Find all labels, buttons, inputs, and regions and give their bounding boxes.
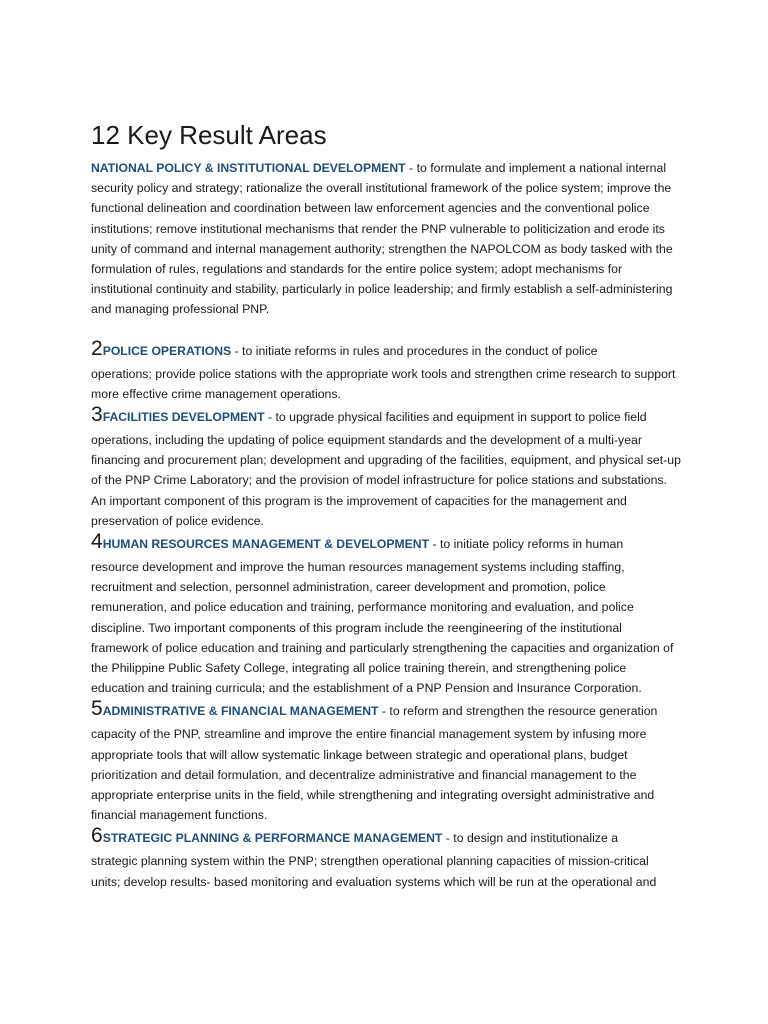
kra-item-first-line [91,404,681,430]
kra-item-lead: - to reform and strengthen the resource generation [378,704,658,719]
kra-item-heading: HUMAN RESOURCES MANAGEMENT & DEVELOPMENT [102,537,430,552]
intro-text: - to formulate and implement a national internal security policy and strategy; rationalize the overall institutional framework of the police system; improve the functional delineation and coordination between law enforcement agencies and the conventional police institutions; remove institutional mechanisms that render the PNP vulnerable to politicization and erode its unity of command and internal management authority; strengthen the NAPOLCOM as body tasked with the formulation of rules, regulations and standards for the entire police system; adopt mechanisms for institutional continuity and stability, particularly in police leadership; and firmly establish a self-administering and managing professional PNP. [91,161,673,317]
kra-item-first-line [91,825,681,851]
kra-item-first-line [91,531,681,557]
kra-item-heading: POLICE OPERATIONS [102,343,232,358]
kra-item-6 [91,825,681,891]
kra-item-first-line [91,698,681,724]
intro-heading: NATIONAL POLICY & INSTITUTIONAL DEVELOPMENT [91,161,406,175]
kra-item-body: resource development and improve the human resources management systems including staffing, recruitment and selection, personnel administration, career development and promotion, police remuneration, and police education and training, performance monitoring and evaluation, and police discipline. Two important components of this program include the reengineering of the institutional framework of police education and training and particularly strengthening the capacities and organization of the Philippine Public Safety College, integrating all police training therein, and strengthening police education and training curricula; and the establishment of a PNP Pension and Insurance Corporation. [91,560,674,696]
kra-item-number: 5 [91,697,103,721]
kra-item-2 [91,338,681,404]
kra-item-number: 4 [91,530,103,554]
kra-item-heading: FACILITIES DEVELOPMENT [102,410,265,425]
kra-item-body: capacity of the PNP, streamline and improve the entire financial management system by infusing more appropriate tools that will allow systematic linkage between strategic and operational plans, budget prioritization and detail formulation, and decentralize administrative and financial management to the appropriate enterprise units in the field, while strengthening and integrating oversight administrative and financial management functions. [91,727,655,823]
kra-item-heading: STRATEGIC PLANNING & PERFORMANCE MANAGEMENT [102,831,443,846]
kra-item-lead: - to initiate reforms in rules and procedures in the conduct of police [231,343,598,358]
kra-item-number: 2 [91,336,103,360]
kra-item-lead: - to design and institutionalize a [442,831,619,846]
kra-item-heading: ADMINISTRATIVE & FINANCIAL MANAGEMENT [102,704,379,719]
kra-item-lead: - to upgrade physical facilities and equipment in support to police field [264,410,647,425]
kra-item-number: 3 [91,403,103,427]
kra-item-4 [91,531,681,698]
kra-item-lead: - to initiate policy reforms in human [429,537,624,552]
kra-item-5 [91,698,681,825]
page-title: 12 Key Result Areas [91,120,327,150]
kra-item-body: strategic planning system within the PNP; strengthen operational planning capacities of mission-critical units; develop results- based monitoring and evaluation systems which will be run at the operational and [91,854,657,889]
intro-paragraph [91,158,681,320]
kra-item-number: 6 [91,824,103,848]
kra-item-body: operations; provide police stations with the appropriate work tools and strengthen crime research to support more effective crime management operations. [91,366,676,401]
document-page [91,118,681,892]
kra-item-body: operations, including the updating of police equipment standards and the development of a multi-year financing and procurement plan; development and upgrading of the facilities, equipment, and physical set-up of the PNP Crime Laboratory; and the provision of model infrastructure for police stations and substations. An important component of this program is the improvement of capacities for the management and preservation of police evidence. [91,433,681,528]
kra-item-first-line [91,338,681,364]
kra-item-3 [91,404,681,531]
